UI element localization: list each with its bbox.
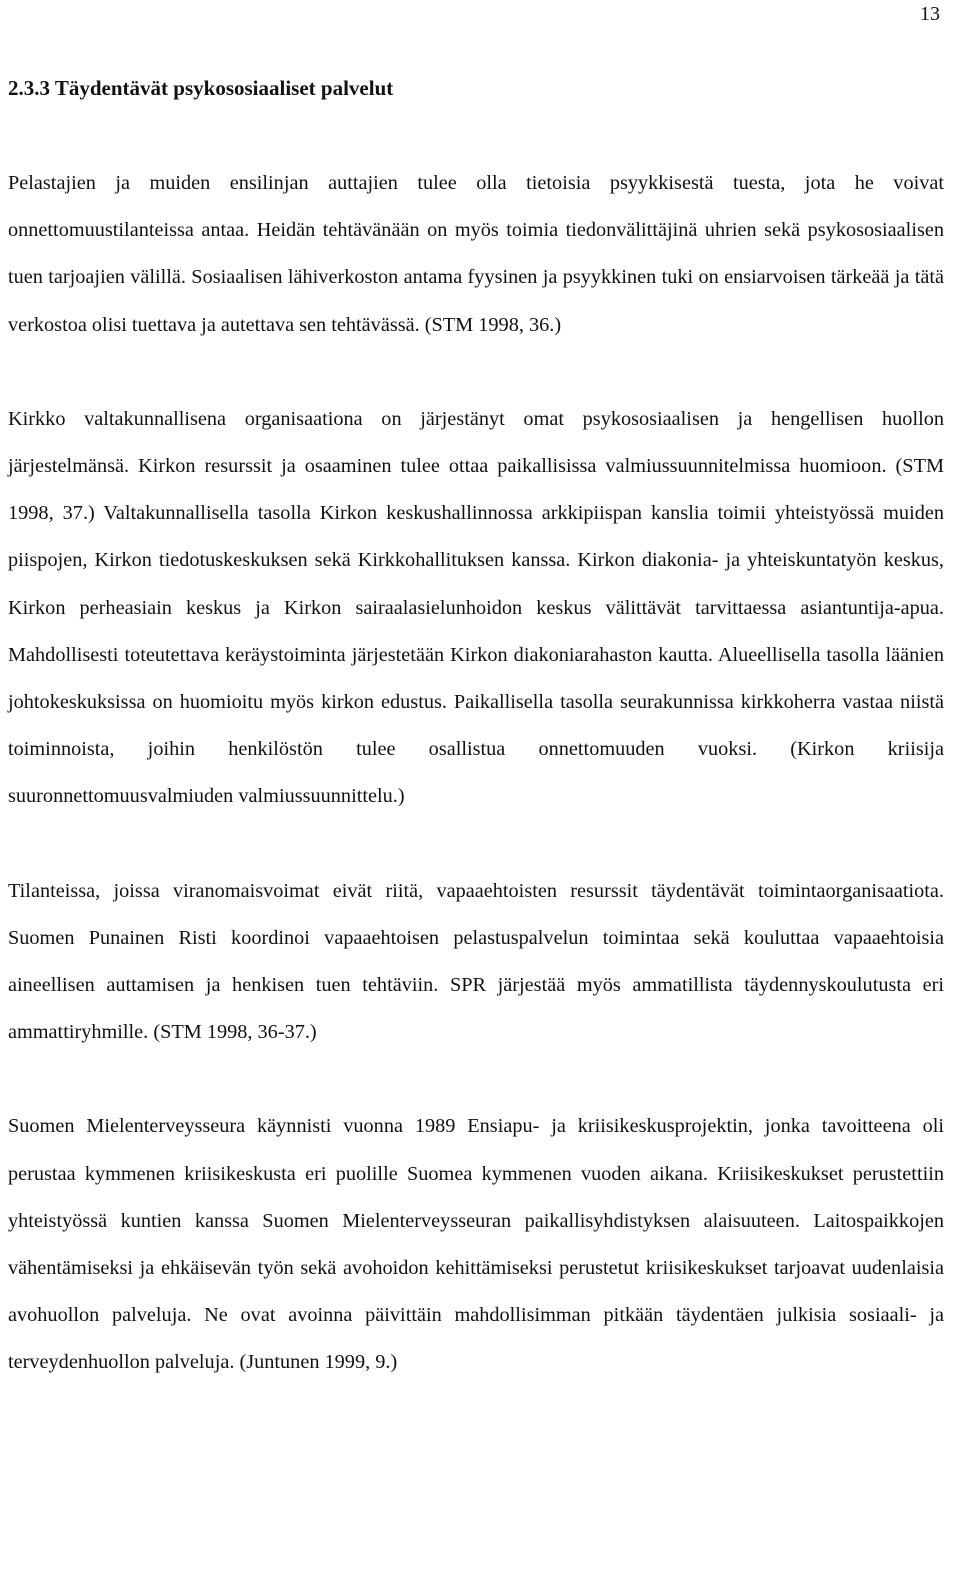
body-text [8, 160, 944, 1434]
page-number: 13 [920, 3, 940, 25]
paragraph-psychological-support: Pelastajien ja muiden ensilinjan auttajien tulee olla tietoisia psyykkisestä tuesta, jota he voivat onnettomuustilanteissa antaa. Heidän tehtävänään on myös toimia tiedonvälittäjinä uhrien sekä psykososiaalisen tuen tarjoajien välillä. Sosiaalisen lähiverkoston antama fyysinen ja psyykkinen tuki on ensiarvoisen tärkeää ja tätä verkostoa olisi tuettava ja autettava sen tehtävässä. (STM 1998, 36.) [8, 172, 944, 336]
paragraph-crisis-centers: Suomen Mielenterveysseura käynnisti vuonna 1989 Ensiapu- ja kriisikeskusprojektin, jonka tavoitteena oli perustaa kymmenen kriisikeskusta eri puolille Suomea kymmenen vuoden aikana. Kriisikeskukset perustettiin yhteistyössä kuntien kanssa Suomen Mielenterveysseuran paikallisyhdistyksen alaisuuteen. Laitospaikkojen vähentämiseksi ja ehkäisevän työn sekä avohoidon kehittämiseksi perustetut kriisikeskukset tarjoavat uudenlaisia avohuollon palveluja. Ne ovat avoinna päivittäin mahdollisimman pitkään täydentäen julkisia sosiaali- ja terveydenhuollon palveluja. (Juntunen 1999, 9.) [8, 1115, 944, 1374]
paragraph-volunteer-resources: Tilanteissa, joissa viranomaisvoimat eivät riitä, vapaaehtoisten resurssit täydentävät toimintaorganisaatiota. Suomen Punainen Risti koordinoi vapaaehtoisen pelastuspalvelun toimintaa sekä kouluttaa vapaaehtoisia aineellisen auttamisen ja henkisen tuen tehtäviin. SPR järjestää myös ammatillista täydennyskoulutusta eri ammattiryhmille. (STM 1998, 36-37.) [8, 879, 944, 1044]
paragraph-church-services: Kirkko valtakunnallisena organisaationa on järjestänyt omat psykososiaalisen ja hengellisen huollon järjestelmänsä. Kirkon resurssit ja osaaminen tulee ottaa paikallisissa valmiussuunnitelmissa huomioon. (STM 1998, 37.) Valtakunnallisella tasolla Kirkon keskushallinnossa arkkipiispan kanslia toimii yhteistyössä muiden piispojen, Kirkon tiedotuskeskuksen sekä Kirkkohallituksen kanssa. Kirkon diakonia- ja yhteiskuntatyön keskus, Kirkon perheasiain keskus ja Kirkon sairaalasielunhoidon keskus välittävät tarvittaessa asiantuntija-apua. Mahdollisesti toteutettava keräystoiminta järjestetään Kirkon diakoniarahaston kautta. Alueellisella tasolla läänien johtokeskuksissa on huomioitu myös kirkon edustus. Paikallisella tasolla seurakunnissa kirkkoherra vastaa niistä toiminnoista, joihin henkilöstön tulee osallistua onnettomuuden vuoksi. (Kirkon kriisija suuronnettomuusvalmiuden valmiussuunnittelu.) [8, 407, 944, 808]
section-heading: 2.3.3 Täydentävät psykososiaaliset palvelut [8, 76, 394, 100]
